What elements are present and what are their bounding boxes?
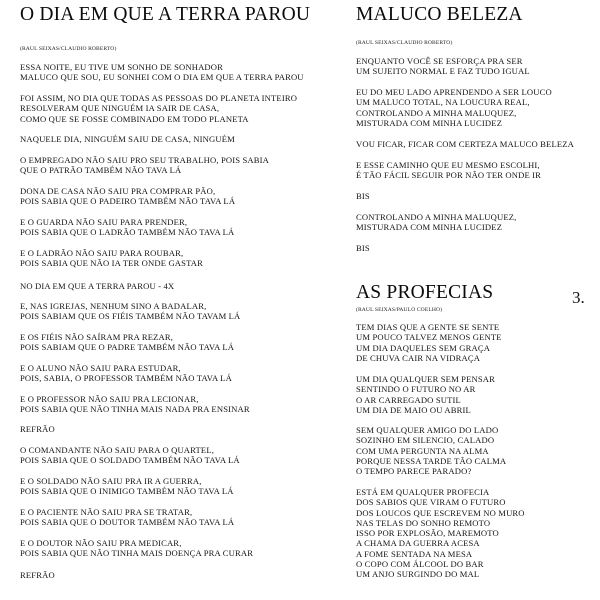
lyric-stanza: E O ALUNO NÃO SAIU PARA ESTUDAR, POIS, SABIA, O PROFESSOR TAMBÉM NÃO TAVA LÁ bbox=[20, 363, 232, 384]
lyric-stanza: E O PACIENTE NÃO SAIU PRA SE TRATAR, POIS SABIA QUE O DOUTOR TAMBÉM NÃO TAVA LÁ bbox=[20, 507, 235, 528]
lyric-stanza: FOI ASSIM, NO DIA QUE TODAS AS PESSOAS DO PLANETA INTEIRO RESOLVERAM QUE NINGUÉM IA SAIR DE CASA, COMO QUE SE FOSSE COMBINADO EM TODO PLANETA bbox=[20, 93, 298, 124]
song-title-maluco-beleza: MALUCO BELEZA bbox=[356, 4, 523, 25]
lyric-stanza: SEM QUALQUER AMIGO DO LADO SOZINHO EM SILENCIO, CALADO COM UMA PERGUNTA NA ALMA PORQUE NESSA TARDE TÃO CALMA O TEMPO PARECE PARADO? bbox=[356, 425, 507, 477]
lyric-stanza: E ESSE CAMINHO QUE EU MESMO ESCOLHI, É TÃO FÁCIL SEGUIR POR NÃO TER ONDE IR bbox=[356, 160, 542, 181]
lyric-stanza: ESSA NOITE, EU TIVE UM SONHO DE SONHADOR MALUCO QUE SOU, EU SONHEI COM O DIA EM QUE A TERRA PAROU bbox=[20, 62, 304, 83]
lyric-stanza: REFRÃO bbox=[20, 424, 55, 434]
lyric-stanza: E, NAS IGREJAS, NENHUM SINO A BADALAR, POIS SABIAM QUE OS FIÉIS TAMBÉM NÃO TAVAM LÁ bbox=[20, 301, 241, 322]
lyric-stanza: ENQUANTO VOCÊ SE ESFORÇA PRA SER UM SUJEITO NORMAL E FAZ TUDO IGUAL bbox=[356, 56, 530, 77]
lyric-stanza: NO DIA EM QUE A TERRA PAROU - 4X bbox=[20, 281, 175, 291]
lyric-stanza: CONTROLANDO A MINHA MALUQUEZ, MISTURADA COM MINHA LUCIDEZ bbox=[356, 212, 517, 233]
song-title-as-profecias: AS PROFECIAS bbox=[356, 282, 494, 303]
page-number: 3. bbox=[572, 288, 585, 307]
lyric-stanza: E O GUARDA NÃO SAIU PARA PRENDER, POIS SABIA QUE O LADRÃO TAMBÉM NÃO TAVA LÁ bbox=[20, 217, 235, 238]
song-credit: (RAUL SEIXAS/CLAUDIO ROBERTO) bbox=[356, 40, 453, 46]
lyric-stanza: E O LADRÃO NÃO SAIU PARA ROUBAR, POIS SABIA QUE NÃO IA TER ONDE GASTAR bbox=[20, 248, 204, 269]
lyric-stanza: DONA DE CASA NÃO SAIU PRA COMPRAR PÃO, POIS SABIA QUE O PADEIRO TAMBÉM NÃO TAVA LÁ bbox=[20, 186, 236, 207]
lyric-stanza: O COMANDANTE NÃO SAIU PARA O QUARTEL, POIS SABIA QUE O SOLDADO TAMBÉM NÃO TAVA LÁ bbox=[20, 445, 240, 466]
lyric-stanza: E OS FIÉIS NÃO SAÍRAM PRA REZAR, POIS SABIAM QUE O PADRE TAMBÉM NÃO TAVA LÁ bbox=[20, 332, 235, 353]
lyric-stanza: VOU FICAR, FICAR COM CERTEZA MALUCO BELEZA bbox=[356, 139, 575, 149]
lyric-stanza: NAQUELE DIA, NINGUÉM SAIU DE CASA, NINGUÉM bbox=[20, 134, 235, 144]
song-title-o-dia-em-que-a-terra-parou: O DIA EM QUE A TERRA PAROU bbox=[20, 4, 311, 25]
lyric-stanza: BIS bbox=[356, 191, 370, 201]
lyric-stanza: TEM DIAS QUE A GENTE SE SENTE UM POUCO TALVEZ MENOS GENTE UM DIA DAQUELES SEM GRAÇA DE CHUVA CAIR NA VIDRAÇA bbox=[356, 322, 502, 363]
lyric-stanza: E O DOUTOR NÃO SAIU PRA MEDICAR, POIS SABIA QUE NÃO TINHA MAIS DOENÇA PRA CURAR bbox=[20, 538, 254, 559]
lyric-stanza: BIS bbox=[356, 243, 370, 253]
lyric-stanza: O EMPREGADO NÃO SAIU PRO SEU TRABALHO, POIS SABIA QUE O PATRÃO TAMBÉM NÃO TAVA LÁ bbox=[20, 155, 270, 176]
lyric-stanza: E O SOLDADO NÃO SAIU PRA IR A GUERRA, POIS SABIA QUE O INIMIGO TAMBÉM NÃO TAVA LÁ bbox=[20, 476, 234, 497]
song-credit: (RAUL SEIXAS/CLAUDIO ROBERTO) bbox=[20, 46, 117, 52]
lyric-stanza: E O PROFESSOR NÃO SAIU PRA LECIONAR, POIS SABIA QUE NÃO TINHA MAIS NADA PRA ENSINAR bbox=[20, 394, 250, 415]
lyric-stanza: UM DIA QUALQUER SEM PENSAR SENTINDO O FUTURO NO AR O AR CARREGADO SUTIL UM DIA DE MAIO OU ABRIL bbox=[356, 374, 496, 415]
lyric-stanza: EU DO MEU LADO APRENDENDO A SER LOUCO UM MALUCO TOTAL, NA LOUCURA REAL, CONTROLANDO A MINHA MALUQUEZ, MISTURADA COM MINHA LUCIDEZ bbox=[356, 87, 552, 128]
lyric-stanza: ESTÁ EM QUALQUER PROFECIA DOS SABIOS QUE VIRAM O FUTURO DOS LOUCOS QUE ESCREVEM NO MURO NAS TELAS DO SONHO REMOTO ISSO POR EXPLOSÃO, MAREMOTO A CHAMA DA GUERRA ACESA A FOME SENTADA NA MESA O COPO COM ÁLCOOL DO BAR UM ANJO SURGINDO DO MAL bbox=[356, 487, 525, 580]
lyric-stanza: REFRÃO bbox=[20, 570, 55, 580]
song-credit: (RAUL SEIXAS/PAULO COELHO) bbox=[356, 307, 443, 313]
